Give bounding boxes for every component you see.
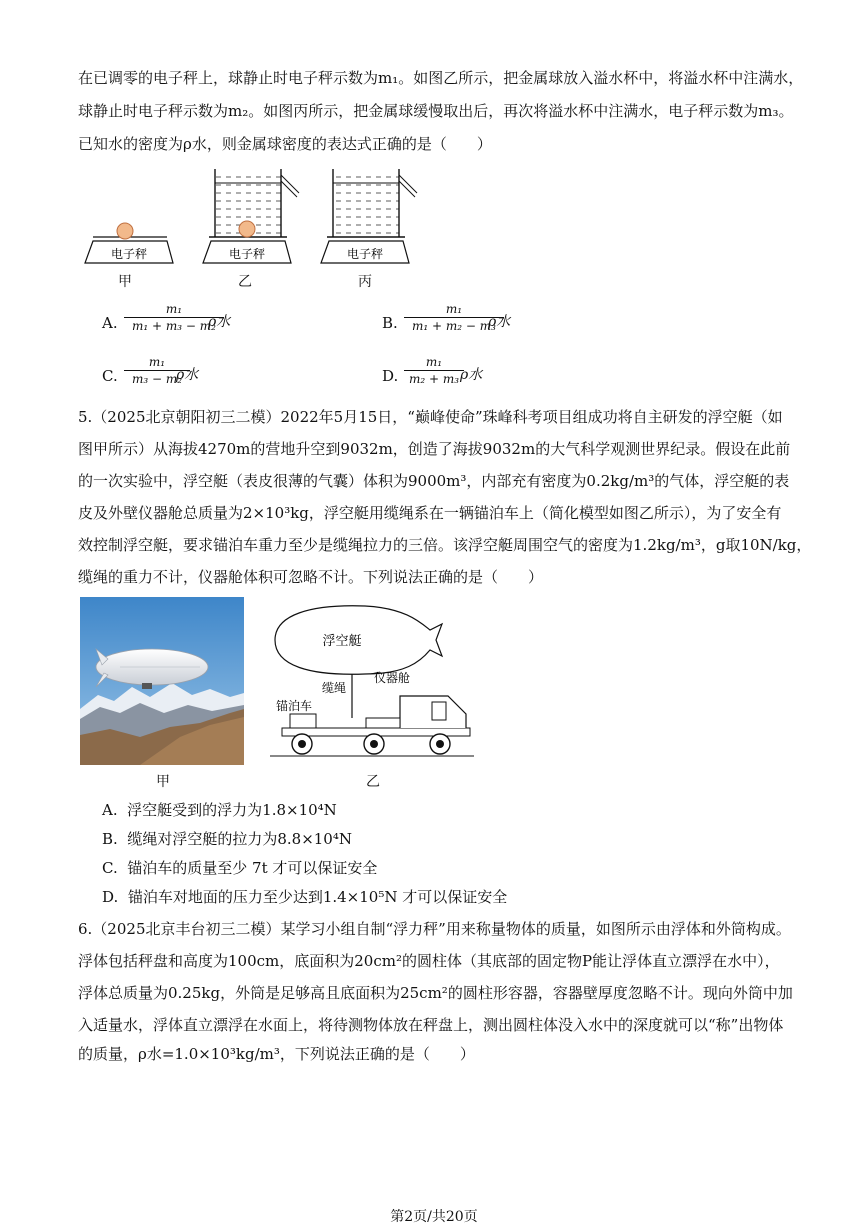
numerator: m₁	[124, 302, 224, 318]
q4-option-d-fraction	[404, 355, 464, 386]
q5-line-1: 5.（2025北京朝阳初三二模）2022年5月15日，“巅峰使命”珠峰科考项目组成功将自主研发的浮空艇（如	[78, 408, 783, 426]
q4-option-d-key: D.	[382, 367, 399, 385]
q4-option-a-key: A.	[102, 314, 118, 332]
option-text: 锚泊车对地面的压力至少达到1.4×10⁵N 才可以保证安全	[127, 888, 508, 906]
q4-line-3: 已知水的密度为ρ水，则金属球密度的表达式正确的是（ ）	[78, 135, 492, 153]
cable-label: 缆绳	[322, 681, 347, 695]
q4-line-2: 球静止时电子秤示数为m₂。如图丙所示，把金属球缓慢取出后，再次将溢水杯中注满水，电子秤示数为m₃。	[78, 102, 794, 120]
truck-label: 锚泊车	[276, 699, 313, 713]
option-text: 缆绳对浮空艇的拉力为8.8×10⁴N	[127, 830, 352, 848]
q5-line-4: 皮及外壁仪器舱总质量为2×10³kg，浮空艇用缆绳系在一辆锚泊车上（简化模型如图乙所示），为了安全有	[78, 504, 782, 522]
option-key: A.	[102, 801, 118, 819]
q4-option-d-rho: ρ水	[460, 367, 483, 383]
scale-label: 电子秤	[228, 247, 266, 261]
q6-line-2: 浮体包括秤盘和高度为100cm，底面积为20cm²的圆柱体（其底部的固定物P能让浮体直立漂浮在水中），	[78, 952, 780, 970]
q4-option-b-rho: ρ水	[488, 314, 511, 330]
q6-line-3: 浮体总质量为0.25kg，外筒是足够高且底面积为25cm²的圆柱形容器，容器壁厚度忽略不计。现向外筒中加	[78, 984, 793, 1002]
q5-option-c	[102, 858, 377, 878]
numerator: m₁	[404, 302, 504, 318]
option-key: C.	[102, 859, 118, 877]
scale-label: 电子秤	[346, 247, 384, 261]
airship-model-diagram	[270, 600, 480, 764]
scale-yi	[203, 169, 299, 263]
q4-option-c-rho: ρ水	[176, 367, 199, 383]
q5-option-d	[102, 887, 507, 907]
q5-line-6: 缆绳的重力不计，仪器舱体积可忽略不计。下列说法正确的是（ ）	[78, 568, 544, 586]
option-text: 锚泊车的质量至少 7t 才可以保证安全	[127, 859, 378, 877]
denominator: m₁ + m₃ − m₂	[132, 319, 216, 333]
fig-label-jia: 甲	[118, 274, 132, 290]
q6-line-4: 入适量水，浮体直立漂浮在水面上，将待测物体放在秤盘上，测出圆柱体没入水中的深度就可以“称”出物体	[78, 1016, 784, 1034]
denominator: m₁ + m₂ − m₃	[412, 319, 496, 333]
airship-label: 浮空艇	[322, 634, 362, 649]
denominator: m₃ − m₂	[131, 372, 183, 386]
numerator: m₁	[124, 355, 190, 371]
fig-label-yi: 乙	[238, 274, 252, 290]
airship-photo	[80, 597, 244, 765]
fig-label-bing: 丙	[358, 274, 372, 290]
option-key: D.	[102, 888, 119, 906]
q4-option-a-rho: ρ水	[208, 314, 231, 330]
q5-option-a	[102, 800, 337, 820]
scale-jia	[85, 223, 173, 263]
option-key: B.	[102, 830, 118, 848]
q4-option-b-key: B.	[382, 314, 398, 332]
fig-label-airship-model: 乙	[366, 774, 380, 790]
q6-line-5: 的质量，ρ水=1.0×10³kg/m³，下列说法正确的是（ ）	[78, 1045, 475, 1063]
cabin-label: 仪器舱	[374, 671, 411, 685]
q4-figure	[75, 165, 425, 275]
scale-bing	[321, 169, 417, 263]
q4-line-1: 在已调零的电子秤上，球静止时电子秤示数为m₁。如图乙所示，把金属球放入溢水杯中，将溢水杯中注满水，	[78, 69, 804, 87]
fig-label-airship-photo: 甲	[156, 774, 170, 790]
q5-line-2: 图甲所示）从海拔4270m的营地升空到9032m，创造了海拔9032m的大气科学观测世界纪录。假设在此前	[78, 440, 791, 458]
q4-option-c-key: C.	[102, 367, 118, 385]
option-text: 浮空艇受到的浮力为1.8×10⁴N	[127, 801, 337, 819]
q6-line-1: 6.（2025北京丰台初三二模）某学习小组自制“浮力秤”用来称量物体的质量，如图所示由浮体和外筒构成。	[78, 920, 791, 938]
q5-option-b	[102, 829, 352, 849]
q5-line-3: 的一次实验中，浮空艇（表皮很薄的气囊）体积为9000m³，内部充有密度为0.2kg/m³的气体，浮空艇的表	[78, 472, 790, 490]
q5-line-5: 效控制浮空艇，要求锚泊车重力至少是缆绳拉力的三倍。该浮空艇周围空气的密度为1.2kg/m³，g取10N/kg，	[78, 536, 812, 554]
page-footer: 第2页/共20页	[390, 1209, 478, 1225]
scale-label: 电子秤	[110, 247, 148, 261]
denominator: m₂ + m₃	[408, 372, 460, 386]
numerator: m₁	[404, 355, 464, 371]
